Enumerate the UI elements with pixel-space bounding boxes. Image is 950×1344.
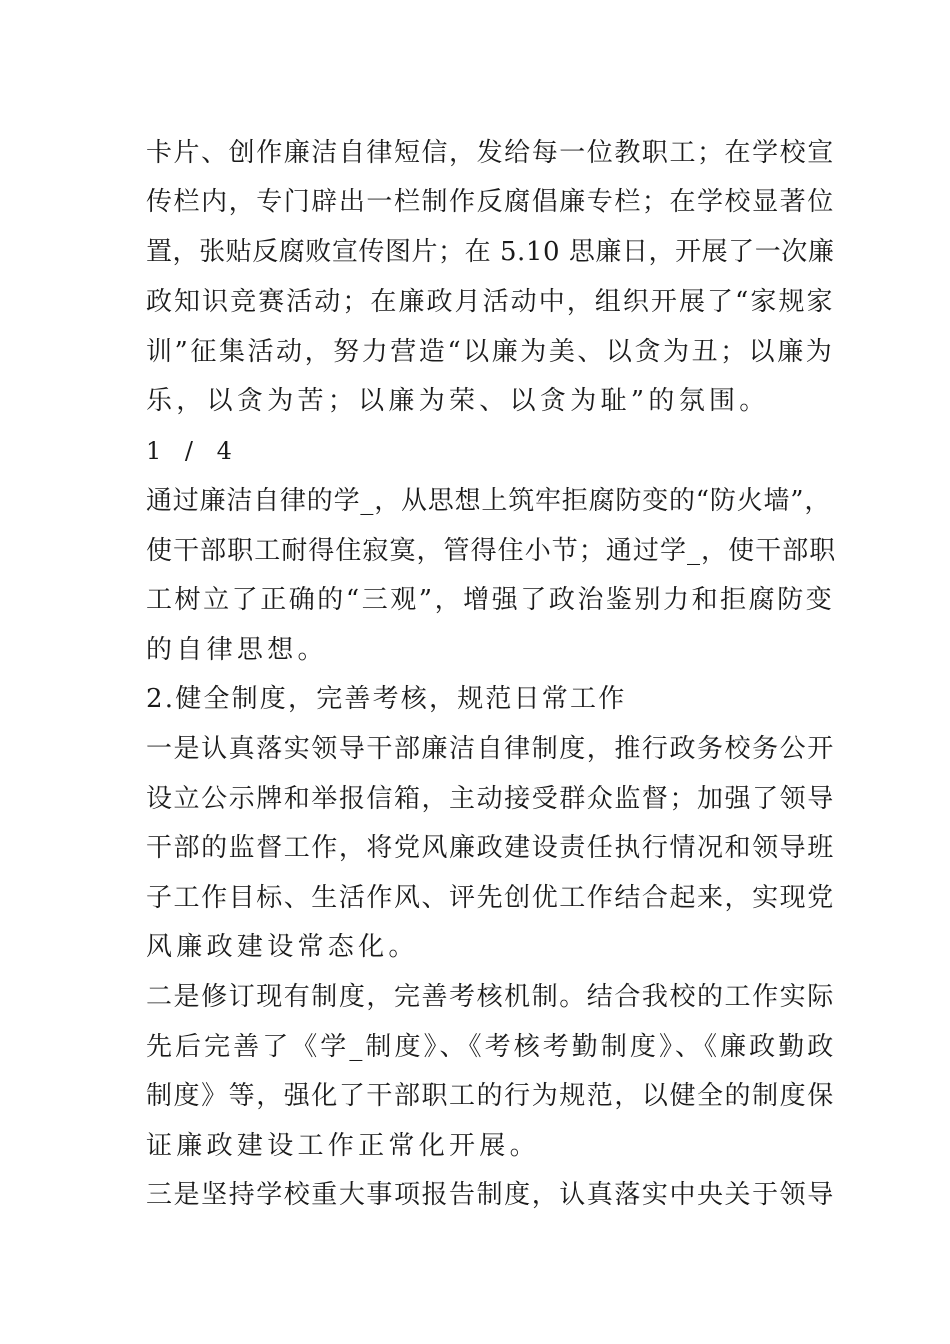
paragraph-line: 干部的监督工作，将党风廉政建设责任执行情况和领导班 [146, 833, 835, 863]
paragraph-line: 卡片、创作廉洁自律短信，发给每一位教职工；在学校宣 [146, 138, 835, 168]
paragraph-line: 置，张贴反腐败宣传图片；在 5.10 思廉日，开展了一次廉 [146, 237, 835, 267]
paragraph-line: 证廉政建设工作正常化开展。 [146, 1131, 540, 1161]
paragraph-line: 政知识竞赛活动；在廉政月活动中，组织开展了“家规家 [146, 287, 835, 317]
paragraph-line: 二是修订现有制度，完善考核机制。结合我校的工作实际 [146, 982, 835, 1012]
paragraph-line: 工树立了正确的“三观”，增强了政治鉴别力和拒腐防变 [146, 585, 835, 615]
page-number: 1 / 4 [146, 437, 240, 465]
paragraph-line: 通过廉洁自律的学_，从思想上筑牢拒腐防变的“防火墙”， [146, 486, 832, 516]
paragraph-line: 风廉政建设常态化。 [146, 932, 419, 962]
paragraph-line: 一是认真落实领导干部廉洁自律制度，推行政务校务公开 [146, 734, 835, 764]
paragraph-line: 子工作目标、生活作风、评先创优工作结合起来，实现党 [146, 883, 835, 913]
paragraph-line: 传栏内，专门辟出一栏制作反腐倡廉专栏；在学校显著位 [146, 187, 835, 217]
paragraph-line: 先后完善了《学_制度》、《考核考勤制度》、《廉政勤政 [146, 1032, 837, 1062]
paragraph-line: 使干部职工耐得住寂寞，管得住小节；通过学_，使干部职 [146, 536, 837, 566]
paragraph-line: 制度》等，强化了干部职工的行为规范，以健全的制度保 [146, 1081, 835, 1111]
paragraph-line: 乐，以贪为苦；以廉为荣、以贪为耻”的氛围。 [146, 386, 770, 416]
paragraph-line: 设立公示牌和举报信箱，主动接受群众监督；加强了领导 [146, 784, 835, 814]
paragraph-line: 三是坚持学校重大事项报告制度，认真落实中央关于领导 [146, 1180, 835, 1210]
section-heading: 2.健全制度，完善考核，规范日常工作 [146, 684, 627, 714]
paragraph-line: 训”征集活动，努力营造“以廉为美、以贪为丑；以廉为 [146, 337, 835, 367]
paragraph-line: 的自律思想。 [146, 635, 328, 665]
